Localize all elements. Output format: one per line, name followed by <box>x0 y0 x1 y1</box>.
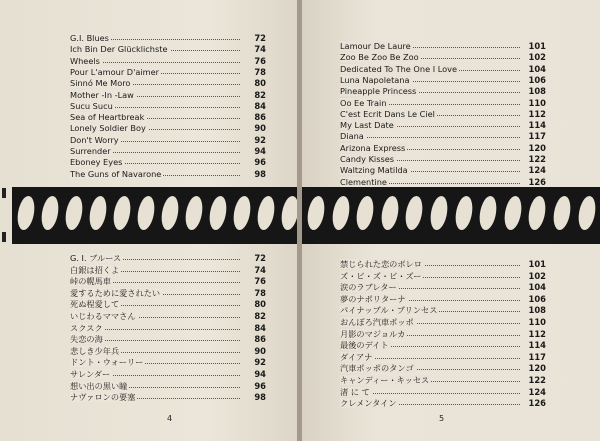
toc-entry <box>340 120 546 131</box>
toc-page-number: 90 <box>254 345 266 356</box>
toc-title: Wheels <box>70 55 100 66</box>
toc-title: Sucu Sucu <box>70 100 113 111</box>
toc-title: いじわるママさん <box>70 311 136 321</box>
toc-title: 白銀は招くよ <box>70 264 120 275</box>
toc-page-number: 94 <box>254 369 266 379</box>
toc-entry <box>70 369 266 380</box>
band-dot <box>64 196 85 230</box>
toc-page-number: 110 <box>528 317 546 327</box>
toc-page-number: 76 <box>254 276 266 287</box>
toc-page-number: 92 <box>254 134 266 145</box>
toc-title: Eboney Eyes <box>70 157 123 168</box>
toc-page-number: 108 <box>528 86 546 97</box>
toc-title: Ich Bin Der Glücklichste <box>70 44 168 55</box>
toc-title: Dedicated To The One I Love <box>340 63 458 74</box>
toc-entry <box>340 143 546 154</box>
toc-title: 愛するために愛されたい <box>70 287 161 298</box>
toc-title: 涙のラブレター <box>340 282 397 293</box>
dot-leader <box>340 137 520 138</box>
toc-title: Luna Napoletana <box>340 74 410 85</box>
toc-title: Sinnó Me Moro <box>70 78 131 89</box>
toc-page-number: 102 <box>528 52 546 63</box>
toc-page-number: 124 <box>528 386 546 397</box>
toc-page-number: 101 <box>528 259 546 269</box>
toc-title: G.I. Blues <box>70 33 109 43</box>
toc-page-number: 101 <box>528 41 546 51</box>
toc-title: スクスク <box>70 322 103 333</box>
toc-page-number: 92 <box>254 357 266 368</box>
toc-page-number: 114 <box>528 120 546 131</box>
band-dot <box>330 196 351 230</box>
toc-entry <box>340 64 546 75</box>
toc-entry <box>340 109 546 120</box>
toc-entry <box>340 177 546 188</box>
toc-entry <box>70 346 266 357</box>
toc-page-number: 74 <box>254 44 266 55</box>
toc-page-number: 96 <box>254 157 266 168</box>
toc-entry <box>70 299 266 310</box>
toc-entry <box>70 157 266 168</box>
toc-page-number: 74 <box>254 264 266 275</box>
page-number-right: 5 <box>439 414 445 423</box>
band-dot <box>280 196 298 230</box>
toc-title: Waltzing Matilda <box>340 165 408 176</box>
decorative-dot-band <box>302 187 600 244</box>
toc-entry <box>70 101 266 112</box>
band-dot <box>112 196 133 230</box>
toc-title: The Guns of Navarone <box>70 168 162 179</box>
toc-title: Lamour De Laure <box>340 41 411 51</box>
page-number-left: 4 <box>167 414 173 423</box>
toc-title: 月影のマジョルカ <box>340 328 406 339</box>
toc-title: My Last Date <box>340 120 394 131</box>
toc-title: 死ぬ程愛して <box>70 299 120 310</box>
toc-entry <box>340 165 546 176</box>
toc-page-number: 78 <box>254 66 266 77</box>
band-dot <box>208 196 229 230</box>
toc-entry <box>340 294 546 305</box>
toc-page-number: 124 <box>528 165 546 176</box>
toc-entry <box>340 98 546 109</box>
toc-title: 想い出の黒い瞳 <box>70 380 128 391</box>
toc-page-number: 112 <box>528 328 546 339</box>
toc-title: Arizona Express <box>340 142 406 153</box>
toc-page-number: 126 <box>528 398 546 409</box>
band-dot <box>453 196 474 230</box>
toc-entry <box>70 334 266 345</box>
left-page <box>0 0 298 441</box>
toc-page-number: 102 <box>528 270 546 281</box>
toc-page-number: 72 <box>254 253 266 263</box>
band-dot <box>136 196 157 230</box>
toc-entry <box>70 323 266 334</box>
toc-title: Sea of Heartbreak <box>70 112 145 123</box>
toc-page-number: 86 <box>254 334 266 345</box>
toc-page-number: 72 <box>254 33 266 43</box>
band-dot <box>40 196 61 230</box>
toc-title: Don't Worry <box>70 134 119 145</box>
band-dot <box>160 196 181 230</box>
toc-entry <box>70 78 266 89</box>
toc-page-number: 84 <box>254 100 266 111</box>
band-dot <box>478 196 499 230</box>
toc-page-number: 96 <box>254 380 266 391</box>
toc-page-number: 120 <box>528 142 546 153</box>
toc-page-number: 76 <box>254 55 266 66</box>
toc-entry <box>70 311 266 322</box>
toc-title: キャンディー・キッセス <box>340 375 430 385</box>
toc-entry <box>340 375 546 386</box>
toc-entry <box>340 259 546 270</box>
band-dot <box>552 196 573 230</box>
toc-page-number: 104 <box>528 282 546 293</box>
margin-mark <box>2 232 6 242</box>
toc-title: Diana <box>340 131 364 142</box>
toc-entry <box>340 352 546 363</box>
toc-title: Candy Kisses <box>340 154 395 164</box>
toc-title: ドント・ウォーリー <box>70 357 144 368</box>
band-dot <box>306 196 327 230</box>
band-dot <box>232 196 253 230</box>
toc-title: ズ・ビ・ズ・ビ・ズー <box>340 270 422 281</box>
toc-title: Mother -In -Law <box>70 89 134 100</box>
toc-page-number: 120 <box>528 363 546 374</box>
toc-title: 失恋の海 <box>70 334 103 345</box>
toc-title: Pineapple Princess <box>340 86 417 97</box>
toc-entry <box>70 146 266 157</box>
band-dot <box>429 196 450 230</box>
toc-title: 汽車ポッポのタンゴ <box>340 363 414 374</box>
toc-page-number: 90 <box>254 123 266 134</box>
band-dot <box>527 196 548 230</box>
toc-title: 禁じられた恋のボレロ <box>340 259 422 269</box>
toc-page-number: 82 <box>254 311 266 321</box>
toc-page-number: 106 <box>528 293 546 304</box>
toc-entry <box>70 169 266 180</box>
toc-entry <box>340 41 546 52</box>
band-dot <box>16 196 37 230</box>
toc-title: 最後のデイト <box>340 340 389 351</box>
toc-entry <box>340 398 546 409</box>
toc-title: パイナップル・プリンセス <box>340 305 438 316</box>
toc-page-number: 94 <box>254 146 266 156</box>
toc-entry <box>70 265 266 276</box>
toc-entry <box>70 276 266 287</box>
toc-page-number: 112 <box>528 108 546 119</box>
toc-entry <box>340 340 546 351</box>
toc-entry <box>70 288 266 299</box>
band-dot <box>184 196 205 230</box>
band-dot <box>379 196 400 230</box>
toc-entry <box>340 86 546 97</box>
toc-title: サレンダー <box>70 369 111 379</box>
toc-entry <box>340 75 546 86</box>
toc-title: 渚 に て <box>340 386 370 397</box>
toc-entry <box>340 317 546 328</box>
toc-entry <box>340 271 546 282</box>
toc-title: Oo Ee Train <box>340 97 387 108</box>
toc-page-number: 122 <box>528 154 546 164</box>
toc-entry <box>340 387 546 398</box>
band-dot <box>355 196 376 230</box>
toc-entry <box>70 67 266 78</box>
band-dot <box>502 196 523 230</box>
toc-page-number: 106 <box>528 74 546 85</box>
margin-mark <box>2 188 6 198</box>
toc-page-number: 117 <box>528 131 546 142</box>
band-dot <box>576 196 597 230</box>
toc-entry <box>70 357 266 368</box>
toc-page-number: 117 <box>528 351 546 362</box>
toc-entry <box>340 305 546 316</box>
toc-page-number: 126 <box>528 176 546 187</box>
toc-entry <box>340 131 546 142</box>
toc-title: ダイアナ <box>340 351 373 362</box>
toc-title: Lonely Soldier Boy <box>70 123 146 134</box>
toc-page-number: 114 <box>528 340 546 351</box>
toc-title: Clementine <box>340 176 387 187</box>
toc-entry <box>70 392 266 403</box>
toc-title: C'est Ecrit Dans Le Ciel <box>340 108 435 119</box>
toc-page-number: 80 <box>254 78 266 89</box>
toc-entry <box>70 123 266 134</box>
decorative-dot-band <box>12 187 298 244</box>
band-dot <box>404 196 425 230</box>
toc-entry <box>340 52 546 63</box>
toc-title: 峠の幌馬車 <box>70 276 111 287</box>
toc-entry <box>70 253 266 264</box>
toc-page-number: 104 <box>528 63 546 74</box>
toc-entry <box>70 90 266 101</box>
toc-title: おんぼろ汽車ポッポ <box>340 317 414 327</box>
toc-title: Zoo Be Zoo Be Zoo <box>340 52 419 63</box>
toc-title: G. I. ブルース <box>70 253 122 263</box>
toc-page-number: 110 <box>528 97 546 108</box>
toc-page-number: 84 <box>254 322 266 333</box>
toc-page-number: 98 <box>254 168 266 179</box>
toc-page-number: 98 <box>254 392 266 403</box>
band-dot <box>256 196 277 230</box>
toc-entry <box>340 154 546 165</box>
toc-page-number: 108 <box>528 305 546 316</box>
toc-page-number: 122 <box>528 375 546 385</box>
toc-title: クレメンタイン <box>340 398 397 409</box>
toc-title: Surrender <box>70 146 111 156</box>
toc-title: 悲しき少年兵 <box>70 345 120 356</box>
toc-page-number: 82 <box>254 89 266 100</box>
toc-entry <box>70 381 266 392</box>
toc-page-number: 80 <box>254 299 266 310</box>
toc-entry <box>340 329 546 340</box>
toc-entry <box>70 33 266 44</box>
right-page <box>302 0 600 441</box>
toc-entry <box>70 56 266 67</box>
toc-title: 夢のナポリターナ <box>340 293 406 304</box>
toc-page-number: 78 <box>254 287 266 298</box>
toc-entry <box>340 363 546 374</box>
toc-title: ナヴァロンの要塞 <box>70 392 136 403</box>
toc-entry <box>340 282 546 293</box>
toc-page-number: 86 <box>254 112 266 123</box>
toc-entry <box>70 135 266 146</box>
toc-entry <box>70 44 266 55</box>
toc-entry <box>70 112 266 123</box>
toc-title: Pour L'amour D'aimer <box>70 66 160 77</box>
band-dot <box>88 196 109 230</box>
